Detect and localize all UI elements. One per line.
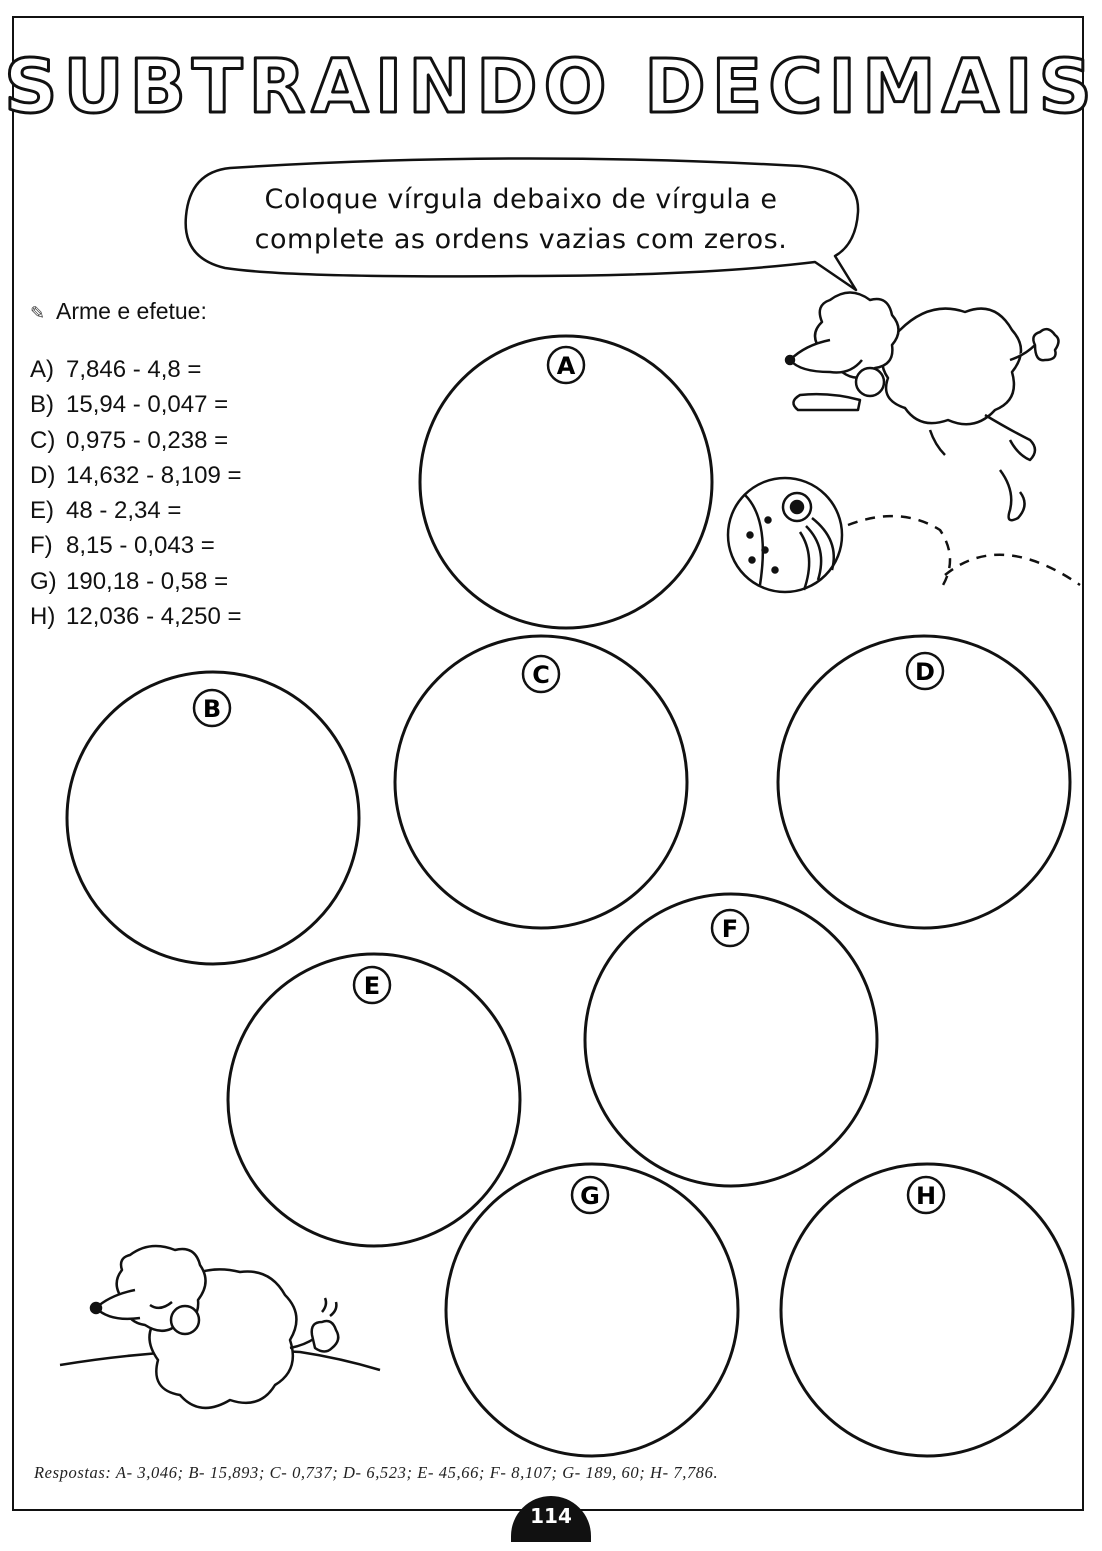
answer-circle-b[interactable] — [67, 672, 359, 964]
page-number: 114 — [511, 1496, 591, 1542]
svg-text:A: A — [556, 352, 576, 380]
svg-text:E: E — [363, 972, 381, 1000]
speech-line-1: Coloque vírgula debaixo de vírgula e — [264, 184, 778, 215]
answer-key: Respostas: A- 3,046; B- 15,893; C- 0,737; D- 6,523; E- 45,66; F- 8,107; G- 189, 60; H- 7,786. — [34, 1463, 719, 1482]
problem-expression: 190,18 - 0,58 = — [66, 567, 229, 595]
problem-label: C) — [30, 426, 56, 454]
svg-text:C: C — [532, 661, 550, 689]
pencil-icon: ✎ — [30, 303, 46, 323]
problem-expression: 7,846 - 4,8 = — [66, 356, 202, 383]
problem-label: A) — [30, 356, 54, 383]
svg-text:F: F — [721, 915, 739, 943]
problem-label: G) — [30, 567, 57, 595]
problem-expression: 15,94 - 0,047 = — [66, 391, 229, 419]
speech-line-2: complete as ordens vazias com zeros. — [254, 224, 788, 255]
problem-label: F) — [30, 532, 53, 560]
svg-text:D: D — [915, 658, 935, 686]
answer-circle-g[interactable] — [446, 1164, 738, 1456]
svg-text:SUBTRAINDO DECIMAIS: SUBTRAINDO DECIMAIS — [4, 44, 1098, 130]
problem-label: H) — [30, 603, 56, 631]
answer-circle-d[interactable] — [778, 636, 1070, 928]
answer-circle-e[interactable] — [228, 954, 520, 1246]
problem-expression: 48 - 2,34 = — [66, 497, 182, 525]
answer-circle-h[interactable] — [781, 1164, 1073, 1456]
problem-expression: 8,15 - 0,043 = — [66, 532, 215, 560]
svg-text:G: G — [580, 1182, 600, 1210]
answer-circle-c[interactable] — [395, 636, 687, 928]
answer-circle-f[interactable] — [585, 894, 877, 1186]
svg-text:H: H — [915, 1182, 937, 1210]
problem-expression: 0,975 - 0,238 = — [66, 426, 229, 454]
problem-label: B) — [30, 391, 54, 419]
answer-circle-a[interactable] — [420, 336, 712, 628]
problem-label: E) — [30, 497, 54, 525]
problem-label: D) — [30, 461, 56, 489]
problem-expression: 14,632 - 8,109 = — [66, 461, 242, 489]
instruction-text: Arme e efetue: — [56, 298, 207, 324]
svg-text:B: B — [202, 695, 222, 723]
problem-expression: 12,036 - 4,250 = — [66, 603, 242, 631]
